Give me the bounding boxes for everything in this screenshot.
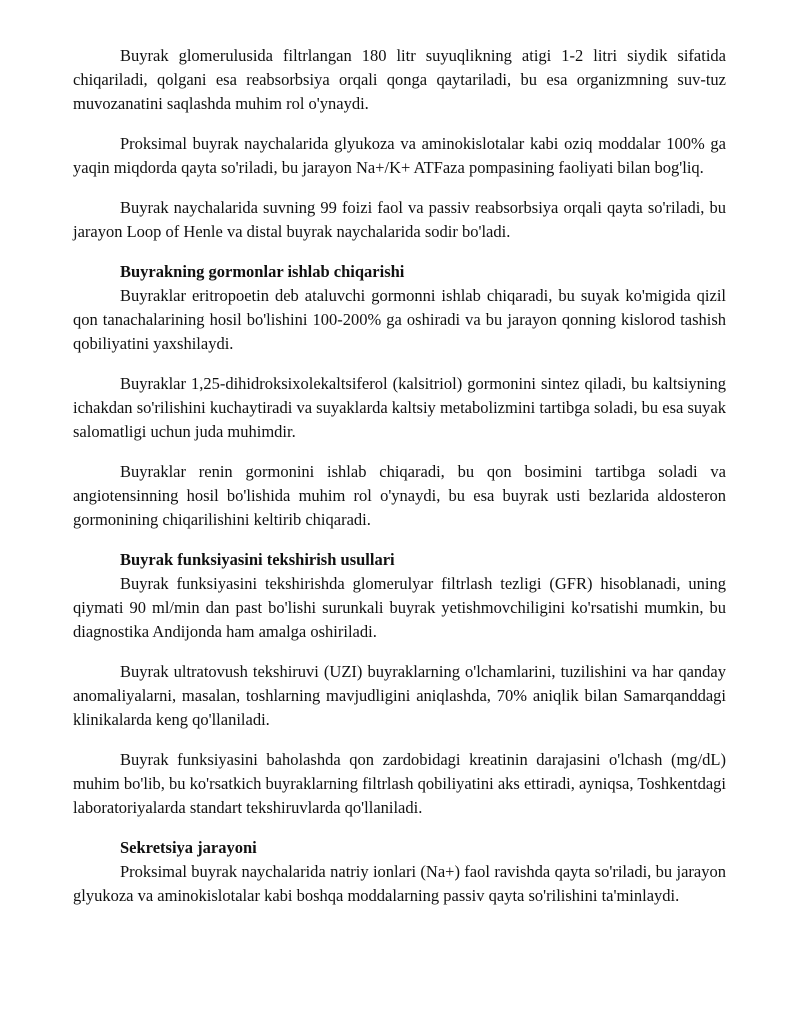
paragraph-erythropoietin: Buyraklar eritropoetin deb ataluvchi gormonni ishlab chiqaradi, bu suyak ko'migida qizil qon tanachalarining hosil bo'lishini 100-200% ga oshiradi va bu jarayon qonning kislorod tashish qobiliyatini yaxshilaydi. [73,286,726,353]
section-heading-secretion: Sekretsiya jarayoni [120,838,257,857]
paragraph-calcitriol: Buyraklar 1,25-dihidroksixolekaltsiferol (kalsitriol) gormonini sintez qiladi, bu kaltsiyning ichakdan so'rilishini kuchaytiradi va suyaklarda kaltsiy metabolizmini tartibga soladi, bu esa suyak salomatligi uchun juda muhimdir. [73,374,726,441]
paragraph-creatinine: Buyrak funksiyasini baholashda qon zardobidagi kreatinin darajasini o'lchash (mg/dL) muhim bo'lib, bu ko'rsatkich buyraklarning filtrlash qobiliyatini aks ettiradi, ayniqsa, Toshkentdagi laboratoriyalarda standart tekshiruvlarda qo'llaniladi. [73,750,726,817]
paragraph-glomerular-filtration: Buyrak glomerulusida filtrlangan 180 litr suyuqlikning atigi 1-2 litri siydik sifatida chiqariladi, qolgani esa reabsorbsiya orqali qonga qaytariladi, bu esa organizmning suv-tuz muvozanatini saqlashda muhim rol o'ynaydi. [73,46,726,113]
paragraph-ultrasound: Buyrak ultratovush tekshiruvi (UZI) buyraklarning o'lchamlarini, tuzilishini va har qanday anomaliyalarni, masalan, toshlarning mavjudligini aniqlashda, 70% aniqlik bilan Samarqanddagi klinikalarda keng qo'llaniladi. [73,662,726,729]
paragraph-gfr: Buyrak funksiyasini tekshirishda glomerulyar filtrlash tezligi (GFR) hisoblanadi, uning qiymati 90 ml/min dan past bo'lishi surunkali buyrak yetishmovchiligini ko'rsatishi mumkin, bu diagnostika Andijonda ham amalga oshiriladi. [73,574,726,641]
paragraph-sodium-reabsorption: Proksimal buyrak naychalarida natriy ionlari (Na+) faol ravishda qayta so'riladi, bu jarayon glyukoza va aminokislotalar kabi boshqa moddalarning passiv qayta so'rilishini ta'minlaydi. [73,862,726,905]
paragraph-water-reabsorption: Buyrak naychalarida suvning 99 foizi faol va passiv reabsorbsiya orqali qayta so'riladi, bu jarayon Loop of Henle va distal buyrak naychalarida sodir bo'ladi. [73,198,726,241]
document-page [73,44,726,908]
section-heading-hormones: Buyrakning gormonlar ishlab chiqarishi [120,262,405,281]
section-heading-tests: Buyrak funksiyasini tekshirish usullari [120,550,395,569]
paragraph-proximal-reabsorption: Proksimal buyrak naychalarida glyukoza va aminokislotalar kabi oziq moddalar 100% ga yaqin miqdorda qayta so'riladi, bu jarayon Na+/K+ ATFaza pompasining faoliyati bilan bog'liq. [73,134,726,177]
paragraph-renin: Buyraklar renin gormonini ishlab chiqaradi, bu qon bosimini tartibga soladi va angiotensinning hosil bo'lishida muhim rol o'ynaydi, bu esa buyrak usti bezlarida aldosteron gormonining chiqarilishini keltirib chiqaradi. [73,462,726,529]
